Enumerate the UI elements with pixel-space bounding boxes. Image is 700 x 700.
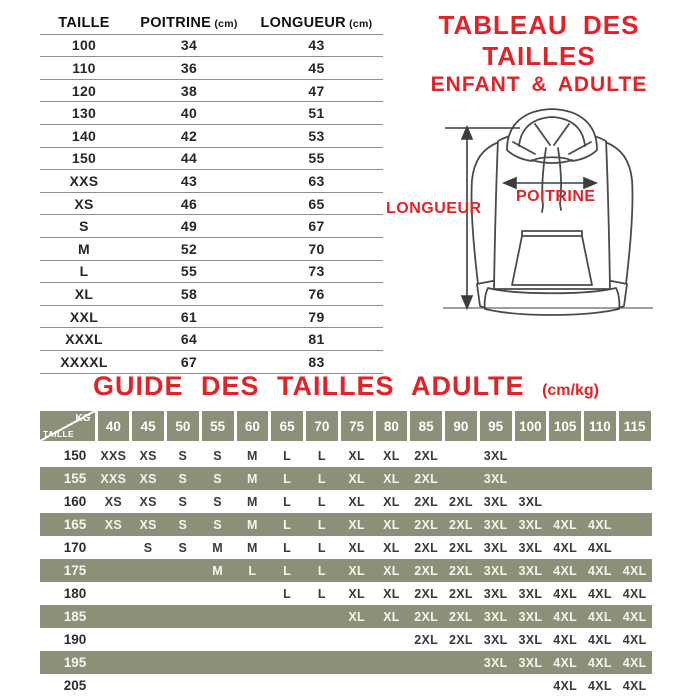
measure-cell: XL	[74, 285, 94, 302]
guide-size-cell	[409, 674, 444, 697]
measure-cell: 52	[180, 240, 198, 257]
measure-header-cell	[128, 15, 250, 31]
guide-size-cell: 4XL	[622, 563, 647, 578]
guide-size-cell: XL	[383, 540, 400, 555]
measure-cell: 44	[180, 150, 198, 167]
guide-size-cell	[305, 605, 340, 628]
guide-size-cell: 2XL	[414, 563, 439, 578]
guide-size-cell	[513, 467, 548, 490]
guide-size-cell: 2XL	[414, 494, 439, 509]
measure-cell: XXXXL	[60, 353, 108, 370]
guide-size-cell	[583, 467, 618, 490]
measure-cell: 70	[308, 240, 325, 257]
guide-size-cell: 2XL	[414, 586, 439, 601]
guide-size-cell: XL	[383, 448, 400, 463]
measure-header-cell	[250, 15, 383, 31]
guide-size-cell: 4XL	[587, 517, 612, 532]
guide-size-cell: 4XL	[553, 632, 578, 647]
measure-row	[40, 57, 383, 80]
measure-cell: 51	[308, 105, 325, 122]
measure-cell: 76	[308, 285, 325, 302]
guide-size-cell: L	[317, 586, 326, 601]
guide-kg-header-cell: 55	[202, 411, 234, 441]
guide-size-cell: 3XL	[483, 609, 508, 624]
guide-size-cell	[305, 674, 340, 697]
guide-kg-header-cell: 105	[549, 411, 581, 441]
measure-cell: M	[78, 240, 90, 257]
measure-cell: 46	[180, 195, 198, 212]
guide-size-cell	[513, 674, 548, 697]
page-subtitle: ENFANT & ADULTE	[430, 73, 648, 97]
guide-size-cell: 4XL	[622, 678, 647, 693]
guide-size-cell: 3XL	[518, 609, 543, 624]
guide-size-cell	[166, 674, 201, 697]
guide-size-cell: 4XL	[622, 655, 647, 670]
guide-size-cell	[200, 651, 235, 674]
measure-header-label: POITRINE	[140, 14, 212, 31]
guide-size-cell: 4XL	[553, 609, 578, 624]
guide-size-cell	[131, 605, 166, 628]
measure-cell: 58	[180, 285, 198, 302]
size-diagram	[383, 98, 688, 333]
guide-size-cell: XL	[348, 448, 365, 463]
measure-cell: 79	[308, 308, 325, 325]
guide-size-cell	[131, 628, 166, 651]
guide-size-cell	[131, 582, 166, 605]
guide-size-cell	[478, 674, 513, 697]
guide-size-cell: XL	[348, 517, 365, 532]
guide-size-cell	[235, 605, 270, 628]
guide-size-cell	[339, 674, 374, 697]
guide-size-cell: L	[283, 471, 292, 486]
guide-kg-header-cell: 115	[619, 411, 651, 441]
measure-cell: 38	[180, 82, 198, 99]
guide-size-cell: XL	[348, 563, 365, 578]
guide-size-cell	[548, 490, 583, 513]
guide-row	[40, 536, 652, 559]
guide-size-cell	[374, 674, 409, 697]
guide-row	[40, 674, 652, 697]
guide-kg-header-cell: 75	[341, 411, 373, 441]
guide-size-cell	[96, 674, 131, 697]
guide-size-cell: 3XL	[518, 517, 543, 532]
guide-size-cell	[96, 651, 131, 674]
measure-header-label: LONGUEUR	[260, 14, 346, 31]
guide-row-label: 205	[63, 678, 87, 693]
guide-size-cell	[548, 444, 583, 467]
guide-size-cell	[200, 605, 235, 628]
guide-size-cell	[96, 559, 131, 582]
measure-cell: 100	[71, 37, 97, 54]
guide-row	[40, 444, 652, 467]
measure-cell: 43	[180, 172, 198, 189]
guide-size-cell: M	[247, 540, 258, 555]
measure-cell: L	[79, 263, 89, 280]
guide-table	[40, 411, 652, 697]
guide-size-cell: 2XL	[414, 609, 439, 624]
guide-size-cell: 3XL	[483, 540, 508, 555]
guide-size-cell: M	[247, 494, 258, 509]
measure-cell: 81	[308, 331, 325, 348]
guide-size-cell: 2XL	[448, 609, 473, 624]
guide-size-cell: XL	[348, 609, 365, 624]
guide-kg-header-cell: 110	[584, 411, 616, 441]
guide-size-cell: 2XL	[414, 448, 439, 463]
guide-size-cell	[235, 674, 270, 697]
guide-size-cell	[200, 582, 235, 605]
measure-header-unit: (cm)	[345, 17, 373, 30]
measure-row	[40, 102, 383, 125]
guide-size-cell: S	[178, 448, 188, 463]
guide-row-label: 165	[63, 517, 87, 532]
guide-size-cell: L	[283, 563, 292, 578]
measure-cell: 40	[180, 105, 198, 122]
measure-cell: S	[79, 218, 89, 235]
guide-size-cell: 2XL	[448, 494, 473, 509]
measure-cell: 64	[180, 331, 198, 348]
guide-size-cell	[131, 559, 166, 582]
guide-size-cell	[583, 490, 618, 513]
guide-size-cell: XL	[383, 517, 400, 532]
guide-size-cell	[131, 651, 166, 674]
guide-header-row	[40, 411, 652, 441]
guide-size-cell: XL	[348, 471, 365, 486]
guide-size-cell: 4XL	[587, 540, 612, 555]
measure-header-row	[40, 12, 383, 35]
guide-size-cell: M	[212, 563, 223, 578]
measure-cell: 63	[308, 172, 325, 189]
guide-size-cell: XL	[383, 609, 400, 624]
guide-size-cell	[444, 444, 479, 467]
guide-size-cell: XXS	[100, 471, 127, 486]
guide-size-cell: 4XL	[553, 586, 578, 601]
measure-row	[40, 80, 383, 103]
guide-size-cell: 4XL	[553, 563, 578, 578]
guide-size-cell: L	[283, 448, 292, 463]
guide-size-cell	[96, 582, 131, 605]
guide-size-cell: 3XL	[518, 563, 543, 578]
guide-size-cell: 4XL	[587, 655, 612, 670]
measure-cell: 47	[308, 82, 325, 99]
guide-size-cell: S	[213, 494, 222, 509]
guide-row-label: 160	[63, 494, 87, 509]
guide-size-cell: L	[317, 517, 326, 532]
guide-size-cell: 4XL	[587, 563, 612, 578]
measure-row	[40, 193, 383, 216]
measure-row	[40, 306, 383, 329]
guide-row	[40, 559, 652, 582]
guide-size-cell	[166, 559, 201, 582]
guide-title-unit: (cm/kg)	[542, 382, 599, 399]
guide-size-cell	[166, 651, 201, 674]
measure-row	[40, 125, 383, 148]
guide-size-cell: L	[248, 563, 257, 578]
guide-size-cell	[200, 674, 235, 697]
guide-kg-header-cell: 40	[98, 411, 130, 441]
page-title: TABLEAU DES TAILLES	[438, 10, 640, 72]
guide-size-cell	[513, 444, 548, 467]
guide-size-cell: 3XL	[518, 655, 543, 670]
guide-size-cell: 4XL	[622, 609, 647, 624]
guide-size-cell	[96, 628, 131, 651]
guide-size-cell	[235, 651, 270, 674]
guide-size-cell: 2XL	[414, 540, 439, 555]
guide-kg-header-cell: 80	[376, 411, 408, 441]
guide-size-cell: 4XL	[553, 540, 578, 555]
guide-size-cell: XL	[383, 494, 400, 509]
guide-size-cell	[270, 605, 305, 628]
guide-size-cell	[444, 467, 479, 490]
guide-size-cell: M	[247, 448, 258, 463]
title-block	[383, 10, 695, 98]
guide-size-cell	[235, 582, 270, 605]
guide-size-cell	[339, 628, 374, 651]
guide-kg-header-cell: 60	[237, 411, 269, 441]
measure-header-label: TAILLE	[58, 14, 110, 31]
guide-size-cell: 3XL	[518, 540, 543, 555]
guide-size-cell: 3XL	[518, 632, 543, 647]
guide-size-cell: 4XL	[622, 586, 647, 601]
guide-size-cell: 4XL	[587, 632, 612, 647]
guide-size-cell: M	[212, 540, 223, 555]
guide-row-label: 150	[63, 448, 87, 463]
guide-size-cell: 2XL	[448, 563, 473, 578]
guide-size-cell	[270, 651, 305, 674]
measure-cell: XXL	[69, 308, 99, 325]
guide-rows	[40, 444, 652, 697]
guide-size-cell	[200, 628, 235, 651]
guide-kg-header-cell: 95	[480, 411, 512, 441]
guide-size-cell: XS	[104, 517, 123, 532]
guide-size-cell: M	[247, 471, 258, 486]
guide-row	[40, 513, 652, 536]
guide-size-cell: 4XL	[553, 655, 578, 670]
measure-cell: 45	[308, 59, 325, 76]
measure-row	[40, 148, 383, 171]
measure-cell: 83	[308, 353, 325, 370]
guide-size-cell: 3XL	[483, 494, 508, 509]
measure-cell: 34	[180, 37, 198, 54]
measure-row	[40, 170, 383, 193]
measure-cell: 49	[180, 218, 198, 235]
measure-cell: 150	[71, 150, 97, 167]
measure-cell: 43	[308, 37, 325, 54]
guide-size-cell: XL	[383, 563, 400, 578]
guide-size-cell: 2XL	[414, 517, 439, 532]
guide-size-cell: S	[178, 494, 188, 509]
guide-size-cell: XS	[139, 494, 157, 509]
guide-corner-kg: KG	[75, 413, 91, 424]
guide-size-cell: L	[283, 494, 292, 509]
guide-row-label: 175	[63, 563, 87, 578]
guide-size-cell: 3XL	[483, 471, 508, 486]
guide-size-cell: XL	[383, 471, 400, 486]
guide-size-cell: 3XL	[483, 586, 508, 601]
guide-size-cell: 2XL	[448, 517, 473, 532]
measure-cell: 67	[308, 218, 325, 235]
guide-size-cell: 4XL	[553, 517, 578, 532]
guide-size-cell	[131, 674, 166, 697]
measure-header-unit: (cm)	[211, 17, 238, 30]
measure-cell: XXS	[69, 172, 99, 189]
guide-corner-cell	[40, 411, 95, 441]
measure-cell: 73	[308, 263, 325, 280]
guide-size-cell: 4XL	[587, 586, 612, 601]
guide-size-cell: XS	[104, 494, 123, 509]
guide-size-cell: S	[213, 471, 222, 486]
measure-cell: 130	[71, 105, 97, 122]
guide-row-label: 180	[63, 586, 87, 601]
guide-size-cell	[235, 628, 270, 651]
measure-table	[40, 12, 383, 374]
guide-size-cell: M	[247, 517, 258, 532]
guide-size-cell: 2XL	[414, 632, 439, 647]
guide-kg-header-cell: 50	[167, 411, 199, 441]
guide-kg-header-cell: 65	[271, 411, 303, 441]
guide-size-cell	[270, 628, 305, 651]
guide-size-cell: XL	[348, 540, 365, 555]
guide-size-cell: XL	[348, 494, 365, 509]
guide-row	[40, 490, 652, 513]
guide-size-cell	[166, 605, 201, 628]
guide-title	[30, 371, 662, 402]
guide-size-cell: L	[283, 517, 292, 532]
guide-size-cell	[617, 444, 652, 467]
guide-row	[40, 651, 652, 674]
guide-size-cell: S	[213, 517, 222, 532]
guide-row-label: 195	[63, 655, 87, 670]
measure-cell: 120	[71, 82, 97, 99]
guide-size-cell: 3XL	[483, 563, 508, 578]
guide-size-cell	[96, 536, 131, 559]
guide-size-cell: XL	[348, 586, 365, 601]
guide-size-cell: 3XL	[483, 448, 508, 463]
measure-cell: 42	[180, 127, 198, 144]
guide-size-cell	[166, 628, 201, 651]
guide-size-cell: XS	[139, 471, 157, 486]
guide-size-cell	[96, 605, 131, 628]
measure-row	[40, 328, 383, 351]
guide-size-cell: 3XL	[483, 517, 508, 532]
measure-cell: 55	[308, 150, 325, 167]
guide-size-cell: 2XL	[414, 471, 439, 486]
guide-row	[40, 628, 652, 651]
guide-size-cell: L	[317, 494, 326, 509]
measure-cell: XS	[74, 195, 94, 212]
guide-size-cell: L	[283, 586, 292, 601]
guide-size-cell: L	[317, 563, 326, 578]
guide-size-cell	[305, 628, 340, 651]
guide-size-cell	[409, 651, 444, 674]
guide-row-label: 155	[63, 471, 87, 486]
guide-size-cell	[617, 467, 652, 490]
measure-cell: 110	[72, 59, 96, 76]
measure-cell: 61	[180, 308, 198, 325]
guide-size-cell: XXS	[100, 448, 127, 463]
guide-size-cell	[583, 444, 618, 467]
measure-cell: 36	[180, 59, 198, 76]
guide-kg-header-cell: 45	[132, 411, 164, 441]
guide-size-cell	[374, 651, 409, 674]
guide-size-cell	[270, 674, 305, 697]
guide-title-text: GUIDE DES TAILLES ADULTE	[93, 371, 525, 401]
measure-cell: 140	[71, 127, 97, 144]
guide-size-cell: S	[178, 517, 188, 532]
guide-size-cell: 2XL	[448, 586, 473, 601]
guide-size-cell: 3XL	[483, 632, 508, 647]
chest-label: POITRINE	[516, 188, 596, 205]
guide-corner-taille: TAILLE	[43, 429, 74, 439]
measure-row	[40, 283, 383, 306]
guide-size-cell: S	[178, 471, 188, 486]
guide-size-cell	[444, 674, 479, 697]
guide-size-cell: 2XL	[448, 540, 473, 555]
measure-row	[40, 238, 383, 261]
length-label: LONGUEUR	[386, 200, 482, 217]
guide-size-cell: 4XL	[622, 632, 647, 647]
guide-row	[40, 605, 652, 628]
measure-row	[40, 215, 383, 238]
guide-size-cell	[305, 651, 340, 674]
guide-row-label: 190	[63, 632, 87, 647]
measure-cell: 53	[308, 127, 325, 144]
guide-kg-header-cell: 90	[445, 411, 477, 441]
guide-size-cell	[617, 513, 652, 536]
guide-size-cell	[374, 628, 409, 651]
guide-kg-header-cell: 85	[410, 411, 442, 441]
guide-size-cell: 2XL	[448, 632, 473, 647]
guide-size-cell: XS	[139, 517, 157, 532]
measure-row	[40, 261, 383, 284]
measure-cell: 65	[308, 195, 325, 212]
guide-size-cell: L	[283, 540, 292, 555]
measure-cell: 67	[180, 353, 198, 370]
guide-size-cell	[548, 467, 583, 490]
guide-size-cell: S	[213, 448, 222, 463]
guide-size-cell	[617, 490, 652, 513]
guide-row	[40, 582, 652, 605]
guide-size-cell: L	[317, 540, 326, 555]
guide-kg-header-cell: 70	[306, 411, 338, 441]
guide-size-cell: 4XL	[587, 678, 612, 693]
guide-size-cell: XL	[383, 586, 400, 601]
guide-size-cell: 3XL	[518, 494, 543, 509]
guide-size-cell: S	[178, 540, 188, 555]
guide-size-cell: 4XL	[587, 609, 612, 624]
measure-header-cell	[40, 15, 128, 31]
guide-row-label: 185	[63, 609, 87, 624]
measure-row	[40, 35, 383, 58]
guide-size-cell	[166, 582, 201, 605]
guide-size-cell: 3XL	[518, 586, 543, 601]
guide-size-cell	[339, 651, 374, 674]
measure-cell: XXXL	[65, 331, 103, 348]
guide-size-cell: S	[143, 540, 153, 555]
guide-kg-header-cell: 100	[515, 411, 547, 441]
guide-row-label: 170	[63, 540, 87, 555]
guide-size-cell: L	[317, 471, 326, 486]
guide-size-cell	[444, 651, 479, 674]
guide-size-cell: 3XL	[483, 655, 508, 670]
guide-size-cell: L	[317, 448, 326, 463]
guide-size-cell: XS	[139, 448, 157, 463]
guide-size-cell	[617, 536, 652, 559]
guide-row	[40, 467, 652, 490]
measure-cell: 55	[180, 263, 198, 280]
guide-size-cell: 4XL	[553, 678, 578, 693]
